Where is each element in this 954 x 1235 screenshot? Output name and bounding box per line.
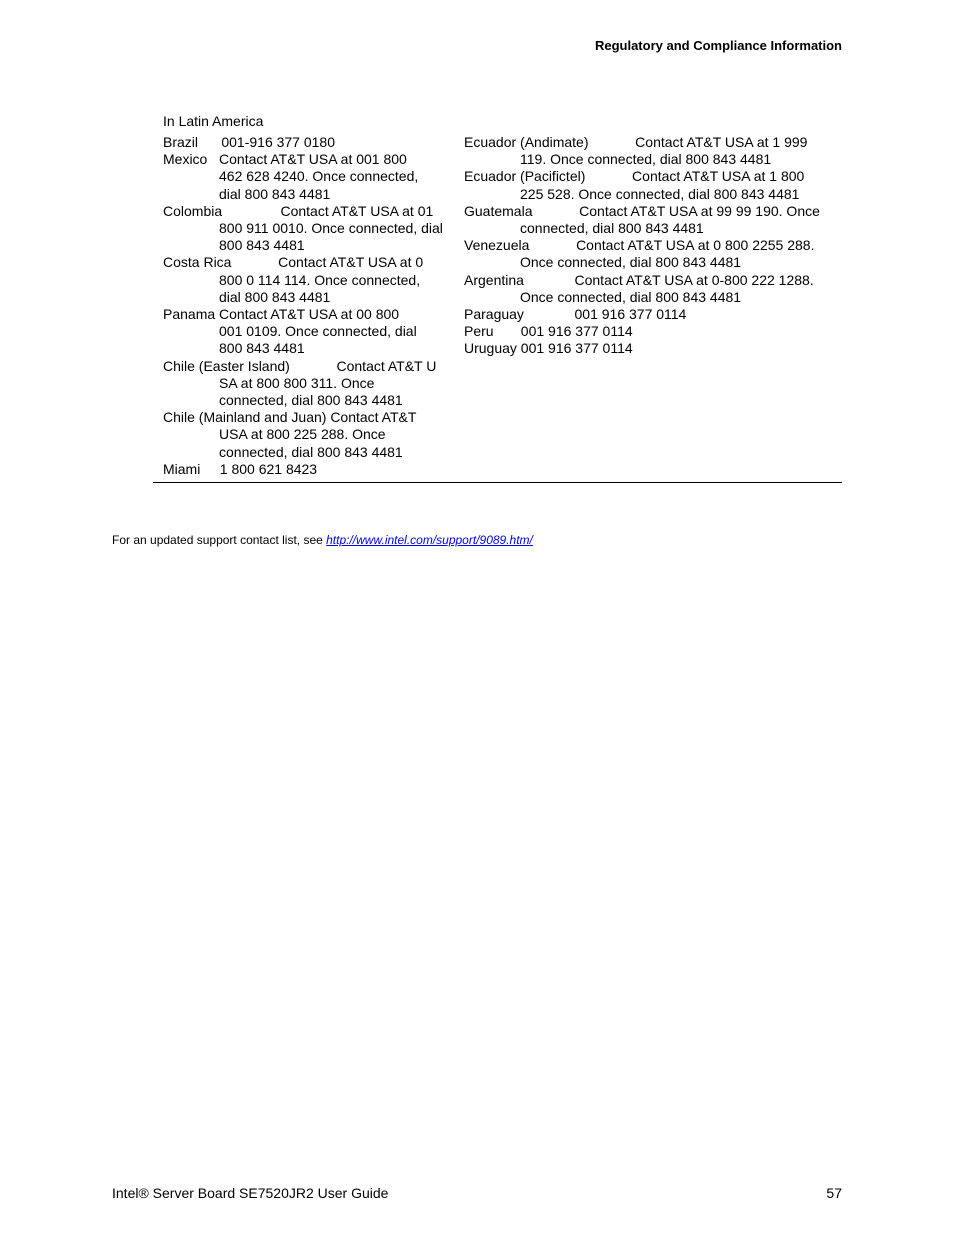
- contact-entry-line: Miami 1 800 621 8423: [163, 460, 318, 477]
- contact-entry-continuation: 462 628 4240. Once connected,: [219, 168, 419, 185]
- contact-entry-continuation: 800 0 114 114. Once connected,: [219, 271, 421, 288]
- contact-entry: [464, 306, 834, 323]
- contact-entry: [163, 254, 453, 306]
- contact-entry-line: Ecuador (Pacifictel) Contact AT&T USA at 1 800: [464, 168, 805, 185]
- contact-entry: [163, 306, 453, 358]
- contact-entry-continuation: SA at 800 800 311. Once: [219, 374, 375, 391]
- page-number: 57: [826, 1185, 842, 1201]
- contact-entry-continuation: Once connected, dial 800 843 4481: [520, 288, 742, 305]
- contact-entry-continuation: USA at 800 225 288. Once: [219, 426, 386, 443]
- contact-entry-continuation: connected, dial 800 843 4481: [219, 392, 403, 409]
- contact-entry: [163, 358, 453, 410]
- contact-entry: [163, 203, 453, 255]
- left-contact-column: [163, 134, 453, 478]
- support-link[interactable]: http://www.intel.com/support/9089.htm/: [326, 533, 533, 547]
- contact-entry: [163, 134, 453, 151]
- contact-entry: [163, 409, 453, 461]
- right-contact-column: [464, 134, 834, 358]
- contact-entry-line: Guatemala Contact AT&T USA at 99 99 190. Once: [464, 202, 820, 219]
- contact-entry: [464, 203, 834, 237]
- region-heading: In Latin America: [163, 113, 264, 129]
- contact-entry: [464, 272, 834, 306]
- contact-entry-line: Paraguay 001 916 377 0114: [464, 306, 687, 323]
- contact-entry-line: Chile (Mainland and Juan) Contact AT&T: [163, 409, 417, 426]
- contact-entry-line: Mexico Contact AT&T USA at 001 800: [163, 151, 407, 168]
- contact-entry-line: Panama Contact AT&T USA at 00 800: [163, 306, 400, 323]
- contact-entry-continuation: dial 800 843 4481: [219, 185, 331, 202]
- contact-entry-continuation: 225 528. Once connected, dial 800 843 4481: [520, 185, 800, 202]
- contact-entry-continuation: 800 843 4481: [219, 340, 305, 357]
- section-divider: [153, 482, 842, 483]
- contact-entry-continuation: connected, dial 800 843 4481: [520, 220, 704, 237]
- contact-entry: [163, 151, 453, 203]
- contact-entry-continuation: 001 0109. Once connected, dial: [219, 323, 417, 340]
- contact-entry-line: Brazil 001-916 377 0180: [163, 134, 336, 150]
- contact-entry: [464, 168, 834, 202]
- contact-entry-continuation: 800 911 0010. Once connected, dial: [219, 220, 443, 237]
- contact-entry: [464, 237, 834, 271]
- contact-entry-continuation: Once connected, dial 800 843 4481: [520, 254, 742, 271]
- contact-entry: [464, 340, 834, 357]
- contact-entry-line: Peru 001 916 377 0114: [464, 323, 633, 340]
- contact-entry-line: Ecuador (Andimate) Contact AT&T USA at 1 999: [464, 134, 808, 150]
- page-header-title: Regulatory and Compliance Information: [594, 38, 842, 53]
- contact-entry: [464, 134, 834, 168]
- contact-entry-line: Venezuela Contact AT&T USA at 0 800 2255 288.: [464, 237, 815, 254]
- contact-entry-line: Argentina Contact AT&T USA at 0-800 222 1288.: [464, 271, 814, 288]
- contact-entry-line: Chile (Easter Island) Contact AT&T U: [163, 357, 437, 374]
- support-note: [112, 533, 533, 547]
- contact-entry-line: Uruguay 001 916 377 0114: [464, 340, 633, 357]
- contact-entry-continuation: 119. Once connected, dial 800 843 4481: [520, 151, 772, 168]
- support-note-text: For an updated support contact list, see: [112, 533, 327, 547]
- contact-entry-line: Colombia Contact AT&T USA at 01: [163, 202, 434, 219]
- contact-entry-continuation: dial 800 843 4481: [219, 288, 331, 305]
- footer-document-title: Intel® Server Board SE7520JR2 User Guide: [112, 1185, 389, 1201]
- contact-entry: [464, 323, 834, 340]
- contact-entry-continuation: connected, dial 800 843 4481: [219, 443, 403, 460]
- contact-entry: [163, 461, 453, 478]
- contact-entry-continuation: 800 843 4481: [219, 237, 305, 254]
- contact-entry-line: Costa Rica Contact AT&T USA at 0: [163, 254, 424, 271]
